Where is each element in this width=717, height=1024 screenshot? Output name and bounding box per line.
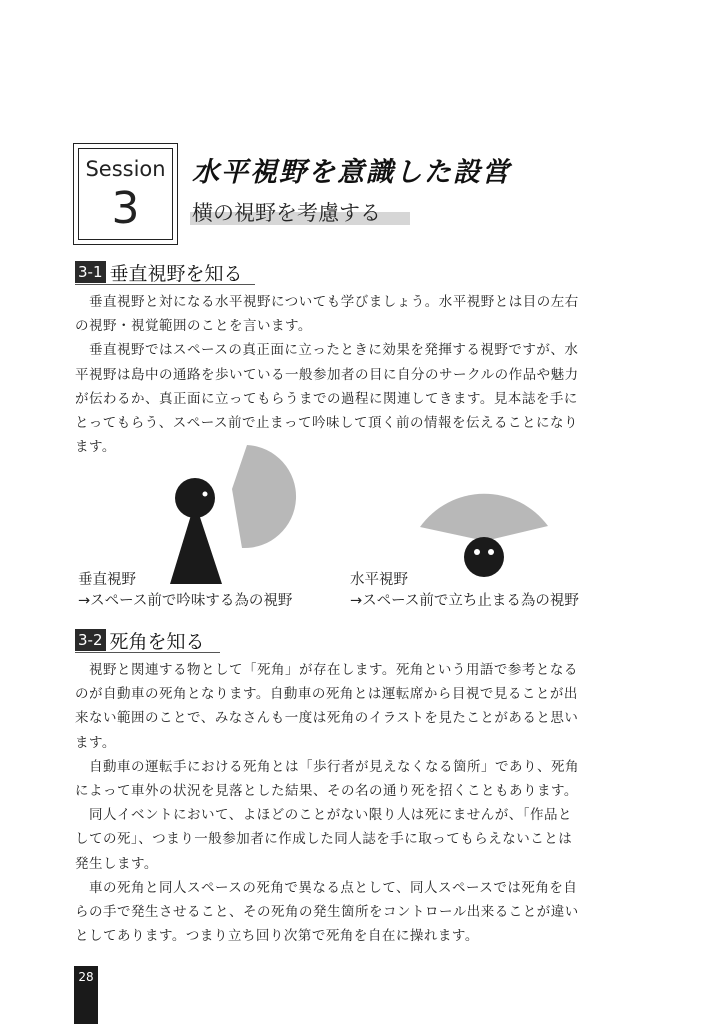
caption-description: →スペース前で吟味する為の視野 — [78, 593, 293, 609]
vertical-view-figure — [170, 445, 296, 584]
body-line: の視野・視覚範囲のことを言います。 — [75, 318, 312, 335]
body-line: 平視野は島中の通路を歩いている一般参加者の目に自分のサークルの作品や魅力 — [75, 366, 579, 383]
section-underline — [75, 652, 220, 653]
horizontal-view-figure — [420, 494, 548, 577]
caption-label: 水平視野 — [350, 572, 408, 588]
vertical-view-fan — [232, 445, 296, 548]
body-line: 視野と関連する物として「死角」が存在します。死角という用語で参考となる — [75, 662, 578, 678]
body-line: らの手で発生させること、その死角の発生箇所をコントロール出来ることが違い — [75, 904, 579, 921]
section1-body — [75, 290, 579, 459]
body-line: 垂直視野ではスペースの真正面に立ったときに効果を発揮する視野ですが、水 — [75, 342, 579, 359]
body-line: とってもらう、スペース前で止まって吟味して頂く前の情報を伝えることになり — [75, 415, 579, 432]
body-line: ます。 — [75, 439, 116, 456]
section-number: 3-2 — [75, 629, 106, 651]
body-line: としてあります。つまり立ち回り次第で死角を自在に操れます。 — [75, 928, 479, 945]
body-line: のが自動車の死角となります。自動車の死角とは運転席から目視で見ることが出 — [75, 686, 578, 703]
section-heading-3-2 — [75, 627, 205, 653]
body-line: 発生します。 — [75, 855, 158, 872]
chapter-subtitle: 横の視野を考慮する — [192, 201, 381, 225]
body-line: 車の死角と同人スペースの死角で異なる点として、同人スペースでは死角を自 — [75, 879, 578, 896]
caption-description: →スペース前で立ち止まる為の視野 — [350, 593, 579, 609]
section-heading-3-1 — [75, 259, 243, 285]
horizontal-view-fan — [420, 494, 548, 541]
session-label: Session — [85, 157, 166, 181]
section-underline — [75, 284, 255, 285]
cone-person-eye — [203, 492, 208, 497]
page-number: 28 — [78, 970, 94, 984]
top-down-left-eye — [474, 549, 480, 555]
section-number: 3-1 — [75, 261, 106, 283]
body-line: 自動車の運転手における死角とは「歩行者が見えなくなる箇所」であり、死角 — [75, 758, 579, 775]
section-title: 死角を知る — [109, 630, 205, 653]
caption-label: 垂直視野 — [78, 572, 136, 588]
section2-body — [75, 658, 579, 948]
body-line: 同人イベントにおいて、よほどのことがない限り人は死にませんが、「作品と — [75, 807, 572, 824]
session-number: 3 — [111, 183, 140, 234]
top-down-right-eye — [488, 549, 494, 555]
field-of-view-illustration — [150, 440, 630, 590]
body-line: ます。 — [75, 734, 116, 751]
body-line: が伝わるか、真正面に立ってもらうまでの過程に関連してきます。見本誌を手に — [75, 390, 578, 407]
section-title: 垂直視野を知る — [109, 262, 243, 285]
chapter-title: 水平視野を意識した設営 — [192, 157, 511, 188]
body-line: によって車外の状況を見落とした結果、その名の通り死を招くこともあります。 — [75, 783, 578, 800]
body-line: しての死」、つまり一般参加者に作成した同人誌を手に取ってもらえないことは — [75, 831, 573, 848]
horizontal-view-caption — [350, 570, 579, 612]
session-badge — [73, 143, 178, 245]
body-line: 来ない範囲のことで、みなさんも一度は死角のイラストを見たことがあると思い — [75, 710, 579, 727]
body-line: 垂直視野と対になる水平視野についても学びましょう。水平視野とは目の左右 — [75, 294, 579, 310]
vertical-view-caption — [78, 570, 292, 612]
